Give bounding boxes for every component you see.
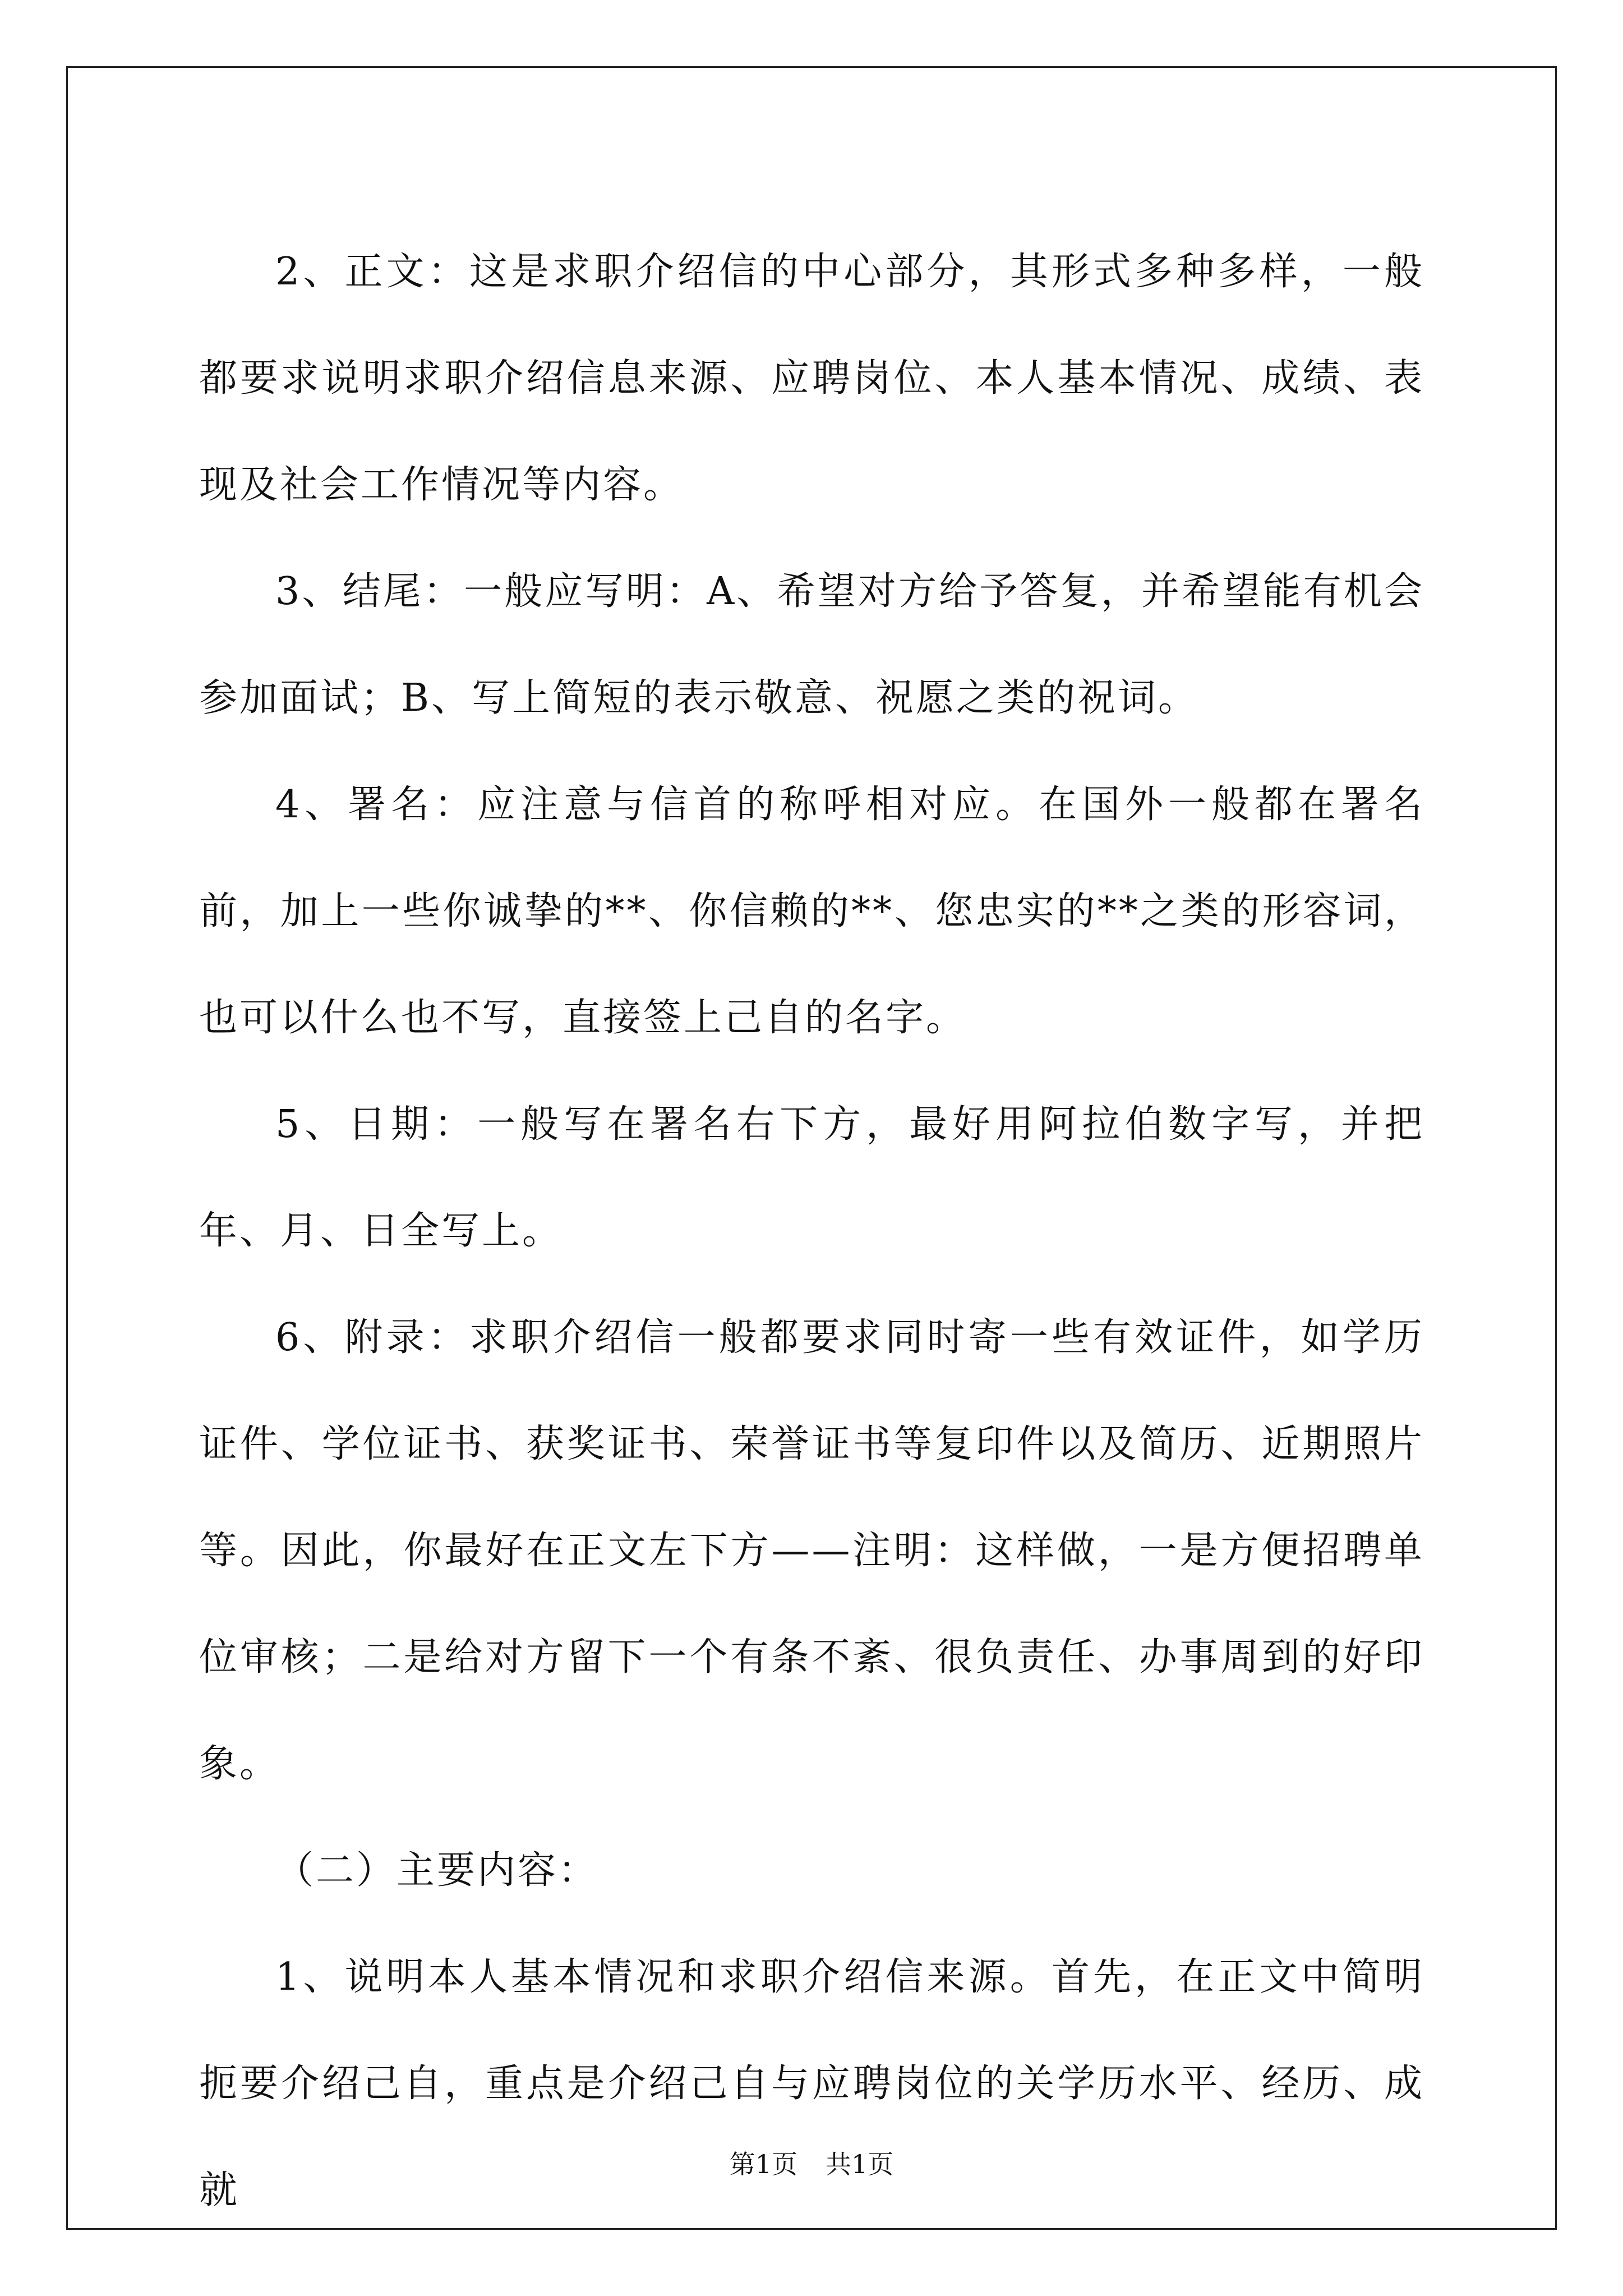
- page-number-total: 共1页: [826, 2149, 894, 2179]
- paragraph-appendix: 6、附录：求职介绍信一般都要求同时寄一些有效证件，如学历证件、学位证书、获奖证书、荣誉证书等复印件以及简历、近期照片等。因此，你最好在正文左下方——注明：这样做，一是方便招聘单位审核；二是给对方留下一个有条不紊、很负责任、办事周到的好印象。: [199, 1315, 1424, 1786]
- paragraph-closing: 3、结尾：一般应写明：A、希望对方给予答复，并希望能有机会参加面试；B、写上简短的表示敬意、祝愿之类的祝词。: [199, 569, 1424, 720]
- document-body: [199, 219, 1424, 2244]
- page-number-current: 第1页: [729, 2149, 797, 2179]
- section-heading: （二）主要内容：: [275, 1848, 599, 1893]
- paragraph-signature: 4、署名：应注意与信首的称呼相对应。在国外一般都在署名前，加上一些你诚挚的**、你信赖的**、您忠实的**之类的形容词，也可以什么也不写，直接签上己自的名字。: [199, 783, 1424, 1040]
- paragraph-date: 5、日期：一般写在署名右下方，最好用阿拉伯数字写，并把年、月、日全写上。: [199, 1102, 1424, 1253]
- paragraph-main-content: 1、说明本人基本情况和求职介绍信来源。首先，在正文中简明扼要介绍己自，重点是介绍己自与应聘岗位的关学历水平、经历、成就: [199, 1955, 1424, 2212]
- page-footer: [0, 2147, 1623, 2181]
- paragraph-body-text: 2、正文：这是求职介绍信的中心部分，其形式多种多样，一般都要求说明求职介绍信息来源、应聘岗位、本人基本情况、成绩、表现及社会工作情况等内容。: [199, 250, 1424, 507]
